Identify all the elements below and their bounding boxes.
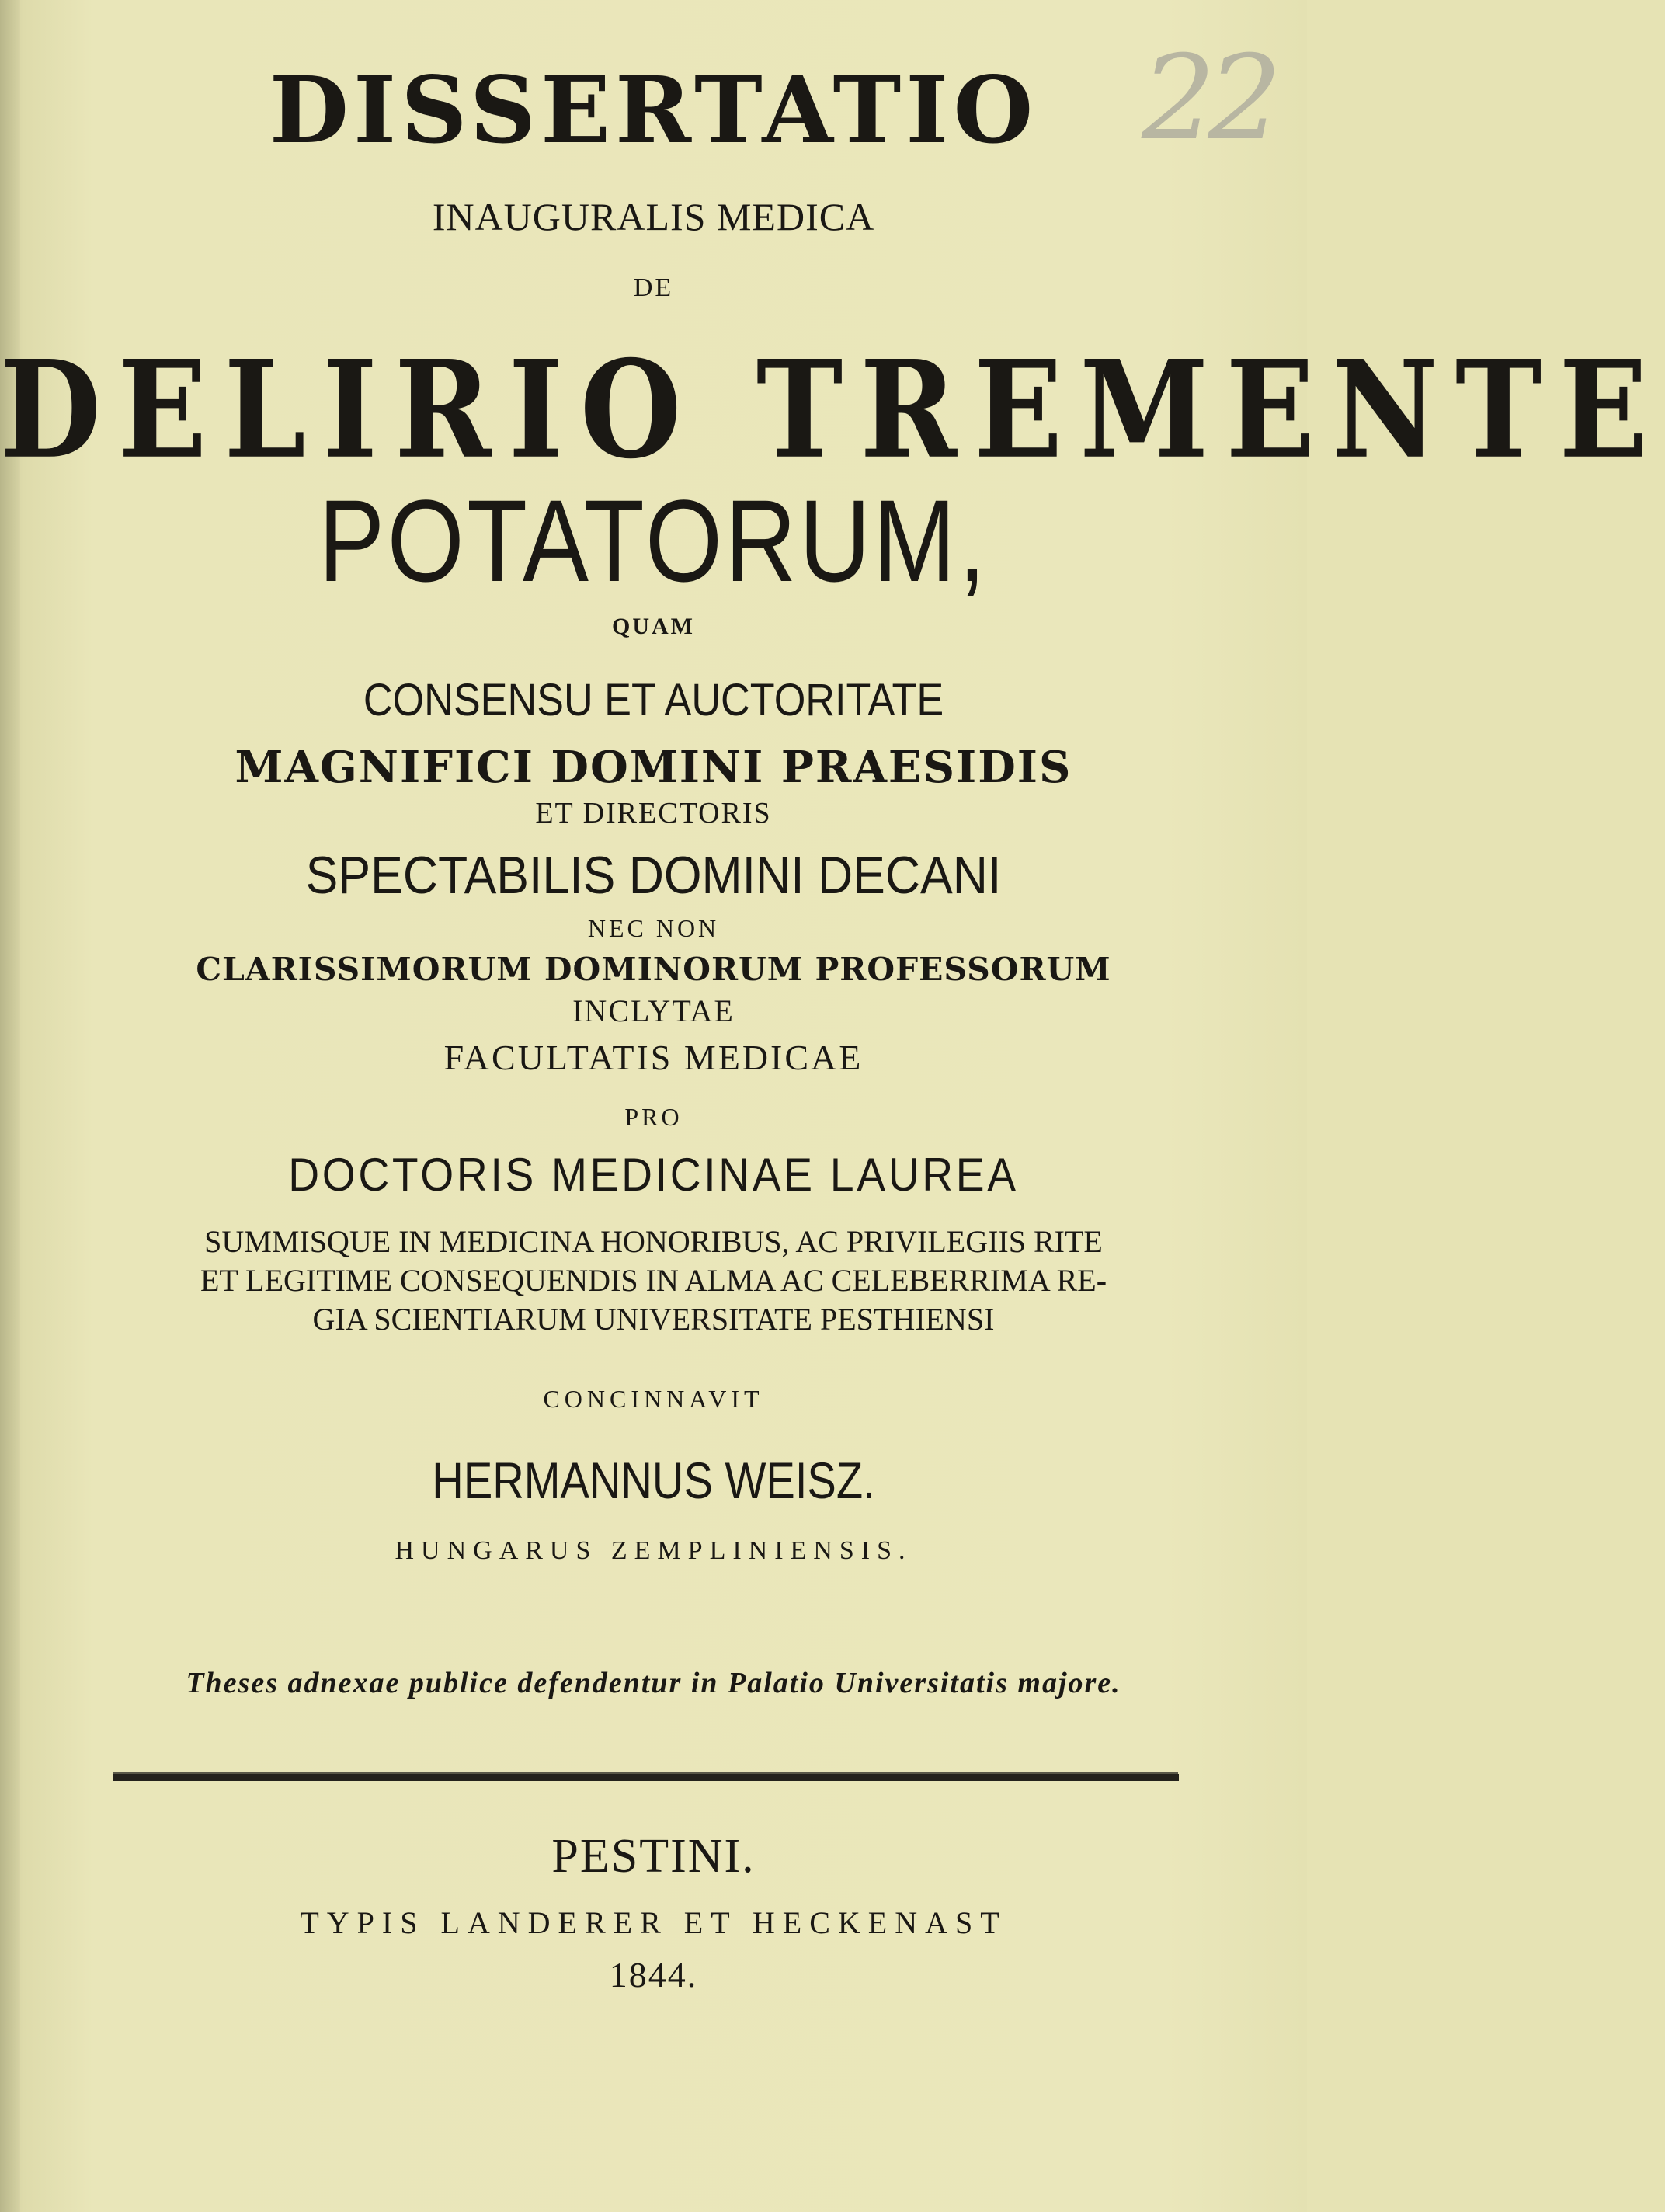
author-name: HERMANNUS WEISZ. <box>432 1452 875 1509</box>
subtitle: INAUGURALIS MEDICA <box>432 195 875 238</box>
imprint-year: 1844. <box>609 1955 698 1995</box>
concinnavit-line: CONCINNAVIT <box>543 1385 764 1413</box>
title: DISSERTATIO <box>269 56 1038 164</box>
facultatis-line: FACULTATIS MEDICAE <box>443 1038 864 1077</box>
spectabilis-line: SPECTABILIS DOMINI DECANI <box>305 846 1002 905</box>
consensu-line: CONSENSU ET AUCTORITATE <box>363 675 944 725</box>
handwritten-note: 22 <box>1142 31 1274 166</box>
imprint-city: PESTINI. <box>551 1830 756 1883</box>
theses-note: Theses adnexae publice defendentur in Palatio Universitatis majore. <box>186 1667 1121 1699</box>
magnifici-line: MAGNIFICI DOMINI PRAESIDIS <box>235 742 1072 793</box>
imprint-printers: TYPIS LANDERER ET HECKENAST <box>300 1905 1007 1940</box>
summisque-line-2: ET LEGITIME CONSEQUENDIS IN ALMA AC CELEBERRIMA RE- <box>200 1263 1107 1298</box>
nec-non-line: NEC NON <box>587 914 720 942</box>
author-origin: HUNGARUS ZEMPLINIENSIS. <box>395 1536 912 1565</box>
quam-line: QUAM <box>612 614 695 639</box>
subject-line-1: DELIRIO TREMENTE <box>0 331 1665 489</box>
summisque-line-1: SUMMISQUE IN MEDICINA HONORIBUS, AC PRIVILEGIIS RITE <box>204 1224 1103 1259</box>
clarissimorum-line: CLARISSIMORUM DOMINORUM PROFESSORUM <box>196 951 1111 988</box>
subject-line-2: POTATORUM, <box>318 475 989 606</box>
doctoris-line: DOCTORIS MEDICINAE LAUREA <box>288 1149 1019 1201</box>
summisque-line-3: GIA SCIENTIARUM UNIVERSITATE PESTHIENSI <box>312 1302 995 1337</box>
divider-rule <box>113 1774 1179 1781</box>
inclytae-line: INCLYTAE <box>572 993 735 1028</box>
pro-line: PRO <box>624 1103 683 1131</box>
et-directoris-line: ET DIRECTORIS <box>535 797 772 830</box>
preposition-de: DE <box>633 273 674 302</box>
